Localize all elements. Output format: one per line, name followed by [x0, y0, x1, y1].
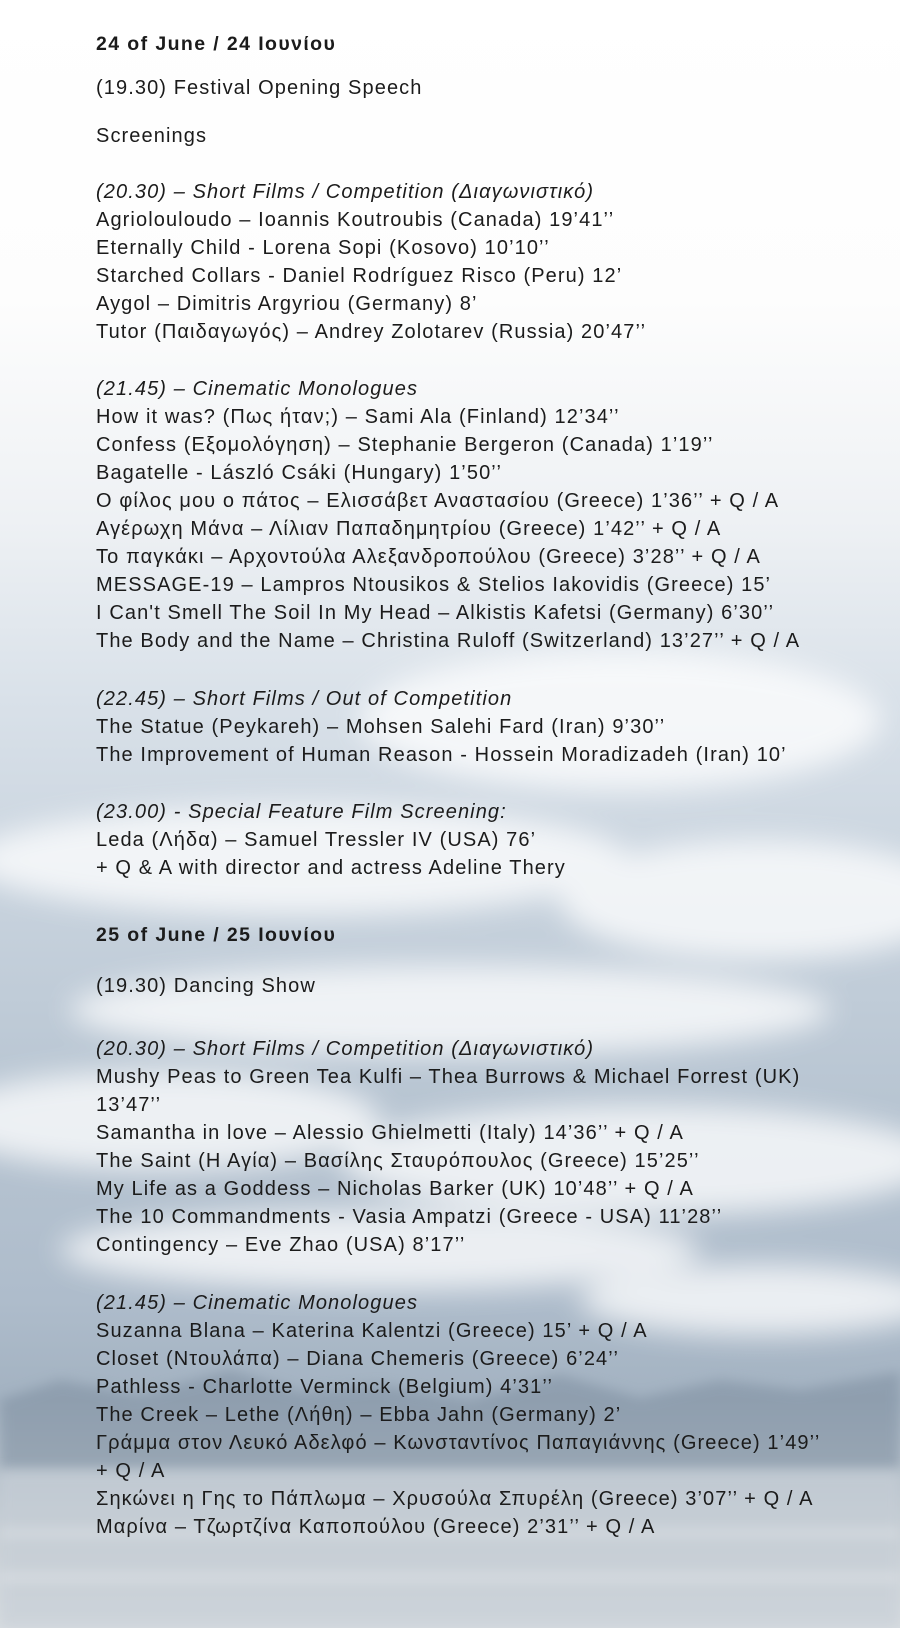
film-entry: + Q & A with director and actress Adeline Thery [96, 857, 566, 879]
film-entry: Suzanna Blana – Katerina Kalentzi (Greece) 15’ + Q / A [96, 1320, 648, 1342]
film-entry: The Creek – Lethe (Λήθη) – Ebba Jahn (Germany) 2’ [96, 1404, 622, 1426]
film-entry: Aygol – Dimitris Argyriou (Germany) 8’ [96, 293, 478, 315]
film-entry: Bagatelle - László Csáki (Hungary) 1’50’’ [96, 462, 503, 484]
film-entry: The Saint (Η Αγία) – Βασίλης Σταυρόπουλος (Greece) 15’25’’ [96, 1150, 700, 1172]
film-entry: Αγέρωχη Μάνα – Λίλιαν Παπαδημητρίου (Greece) 1’42’’ + Q / A [96, 518, 722, 540]
film-entry: Mushy Peas to Green Tea Kulfi – Thea Burrows & Michael Forrest (UK) [96, 1066, 801, 1088]
film-entry: Agriolouloudo – Ioannis Koutroubis (Canada) 19’41’’ [96, 209, 615, 231]
film-entry: Το παγκάκι – Αρχοντούλα Αλεξανδροπούλου (Greece) 3’28’’ + Q / A [96, 546, 761, 568]
block-title: (21.45) – Cinematic Monologues [96, 378, 419, 400]
film-entry: The Statue (Peykareh) – Mohsen Salehi Fard (Iran) 9’30’’ [96, 716, 666, 738]
film-entry: Leda (Λήδα) – Samuel Tressler IV (USA) 76’ [96, 829, 537, 851]
film-entry: Closet (Ντουλάπα) – Diana Chemeris (Greece) 6’24’’ [96, 1348, 620, 1370]
screenings-label: Screenings [96, 125, 208, 147]
film-entry: I Can't Smell The Soil In My Head – Alkistis Kafetsi (Germany) 6’30’’ [96, 602, 775, 624]
film-entry: The Body and the Name – Christina Ruloff (Switzerland) 13’27’’ + Q / A [96, 630, 801, 652]
film-entry: Confess (Εξομολόγηση) – Stephanie Bergeron (Canada) 1’19’’ [96, 434, 714, 456]
block-title: (20.30) – Short Films / Competition (Διαγωνιστικό) [96, 1038, 595, 1060]
day2-heading: 25 of June / 25 Ιουνίου [96, 924, 337, 946]
film-entry: Γράμμα στον Λευκό Αδελφό – Κωνσταντίνος Παπαγιάννης (Greece) 1’49’’ [96, 1432, 821, 1454]
film-entry: Pathless - Charlotte Verminck (Belgium) 4’31’’ [96, 1376, 554, 1398]
film-entry: Tutor (Παιδαγωγός) – Andrey Zolotarev (Russia) 20’47’’ [96, 321, 647, 343]
film-entry: Ο φίλος μου ο πάτος – Ελισσάβετ Αναστασίου (Greece) 1’36’’ + Q / A [96, 490, 780, 512]
film-entry: The 10 Commandments - Vasia Ampatzi (Greece - USA) 11’28’’ [96, 1206, 723, 1228]
block-title: (21.45) – Cinematic Monologues [96, 1292, 419, 1314]
film-entry: Samantha in love – Alessio Ghielmetti (Italy) 14’36’’ + Q / A [96, 1122, 684, 1144]
day1-heading: 24 of June / 24 Ιουνίου [96, 33, 337, 55]
film-entry: Μαρίνα – Τζωρτζίνα Καποπούλου (Greece) 2’31’’ + Q / A [96, 1516, 656, 1538]
block-title: (20.30) – Short Films / Competition (Διαγωνιστικό) [96, 181, 595, 203]
film-entry: My Life as a Goddess – Nicholas Barker (UK) 10’48’’ + Q / A [96, 1178, 694, 1200]
film-entry: 13’47’’ [96, 1094, 162, 1116]
film-entry: Starched Collars - Daniel Rodríguez Risco (Peru) 12’ [96, 265, 623, 287]
film-entry: Eternally Child - Lorena Sopi (Kosovo) 10’10’’ [96, 237, 550, 259]
day1-opening: (19.30) Festival Opening Speech [96, 77, 423, 99]
film-entry: Contingency – Eve Zhao (USA) 8’17’’ [96, 1234, 466, 1256]
film-entry: The Improvement of Human Reason - Hossein Moradizadeh (Iran) 10’ [96, 744, 787, 766]
day2-opening: (19.30) Dancing Show [96, 975, 316, 997]
block-title: (22.45) – Short Films / Out of Competition [96, 688, 513, 710]
block-title: (23.00) - Special Feature Film Screening: [96, 801, 507, 823]
film-entry: Σηκώνει η Γης το Πάπλωμα – Χρυσούλα Σπυρέλη (Greece) 3’07’’ + Q / A [96, 1488, 814, 1510]
film-entry: How it was? (Πως ήταν;) – Sami Ala (Finland) 12’34’’ [96, 406, 620, 428]
film-entry: + Q / A [96, 1460, 166, 1482]
film-entry: MESSAGE-19 – Lampros Ntousikos & Stelios Iakovidis (Greece) 15’ [96, 574, 772, 596]
